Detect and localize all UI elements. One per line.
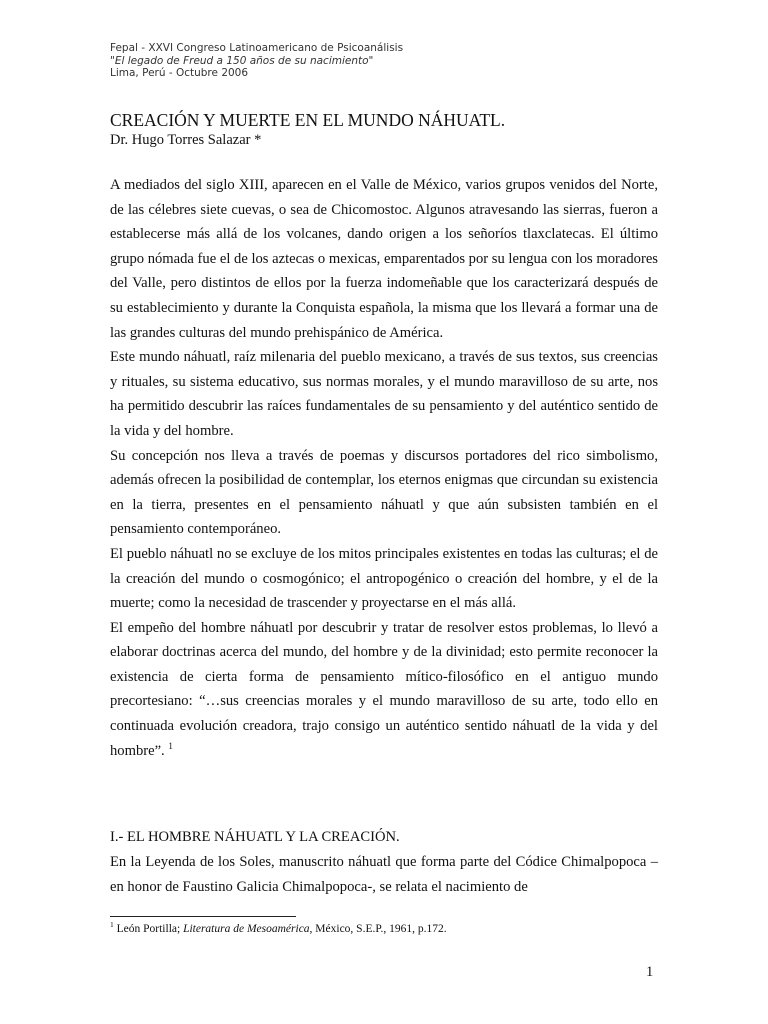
footnote-author: León Portilla; bbox=[116, 923, 181, 935]
body-text bbox=[110, 173, 658, 763]
paragraph-5-text: El empeño del hombre náhuatl por descubrir y tratar de resolver estos problemas, lo llevó a elaborar doctrinas acerca del mundo, del hombre y de la divinidad; esto permite reconocer la existencia de cierta forma de pensamiento mítico-filosófico en el antiguo mundo precortesiano: “…sus creencias morales y el mundo maravilloso de su arte, todo ello en continuada evolución creadora, trajo consigo un auténtico sentido náhuatl de la vida y del hombre”. bbox=[110, 619, 658, 759]
header-subtitle: "El legado de Freud a 150 años de su nacimiento" bbox=[110, 54, 374, 67]
paragraph-2: Este mundo náhuatl, raíz milenaria del pueblo mexicano, a través de sus textos, sus creencias y rituales, su sistema educativo, sus normas morales, y el mundo maravilloso de su arte, nos ha permitido descubrir las raíces fundamentales de su pensamiento y del auténtico sentido de la vida y del hombre. bbox=[110, 349, 658, 439]
running-header bbox=[110, 42, 403, 80]
author-line: Dr. Hugo Torres Salazar * bbox=[110, 132, 262, 148]
paragraph-4: El pueblo náhuatl no se excluye de los mitos principales existentes en todas las culturas; el de la creación del mundo o cosmogónico; el antropogénico o creación del hombre, y el de la muerte; como la necesidad de trascender y proyectarse en el más allá. bbox=[110, 545, 658, 612]
footnote bbox=[110, 922, 658, 936]
paragraph-5 bbox=[110, 616, 658, 764]
footnote-reference[interactable]: 1 bbox=[168, 740, 173, 751]
footnote-publication: México, S.E.P., 1961, p.172. bbox=[315, 923, 447, 935]
page-number: 1 bbox=[646, 964, 654, 980]
footnote-separator bbox=[110, 916, 296, 917]
paragraph-1: A mediados del siglo XIII, aparecen en el Valle de México, varios grupos venidos del Norte, de las célebres siete cuevas, o sea de Chicomostoc. Algunos atravesando las sierras, fueron a establecerse más allá de los volcanes, dando origen a los señoríos tlaxclatecas. El último grupo nómada fue el de los aztecas o mexicas, emparentados por su lengua con los moradores del Valle, pero distintos de ellos por la fuerza indomeñable que los caracterizará después de su establecimiento y durante la Conquista española, la misma que los llevará a formar una de las grandes culturas del mundo prehispánico de América. bbox=[110, 177, 658, 341]
paragraph-3: Su concepción nos lleva a través de poemas y discursos portadores del rico simbolismo, además ofrecen la posibilidad de contemplar, los eternos enigmas que circundan su existencia en la tierra, presentes en el pensamiento náhuatl y que aún subsisten también en el pensamiento contemporáneo. bbox=[110, 447, 658, 538]
footnote-number: 1 bbox=[110, 920, 114, 930]
header-location-date: Lima, Perú - Octubre 2006 bbox=[110, 67, 249, 79]
section-paragraph: En la Leyenda de los Soles, manuscrito náhuatl que forma parte del Códice Chimalpopoca –en honor de Faustino Galicia Chimalpopoca-, se relata el nacimiento de bbox=[110, 854, 658, 895]
title-block bbox=[110, 110, 658, 149]
document-title: CREACIÓN Y MUERTE EN EL MUNDO NÁHUATL. bbox=[110, 110, 506, 130]
section-heading: I.- EL HOMBRE NÁHUATL Y LA CREACIÓN. bbox=[110, 829, 400, 845]
header-congress: Fepal - XXVI Congreso Latinoamericano de Psicoanálisis bbox=[110, 42, 404, 54]
footnote-work-title: Literatura de Mesoamérica, bbox=[183, 923, 313, 935]
